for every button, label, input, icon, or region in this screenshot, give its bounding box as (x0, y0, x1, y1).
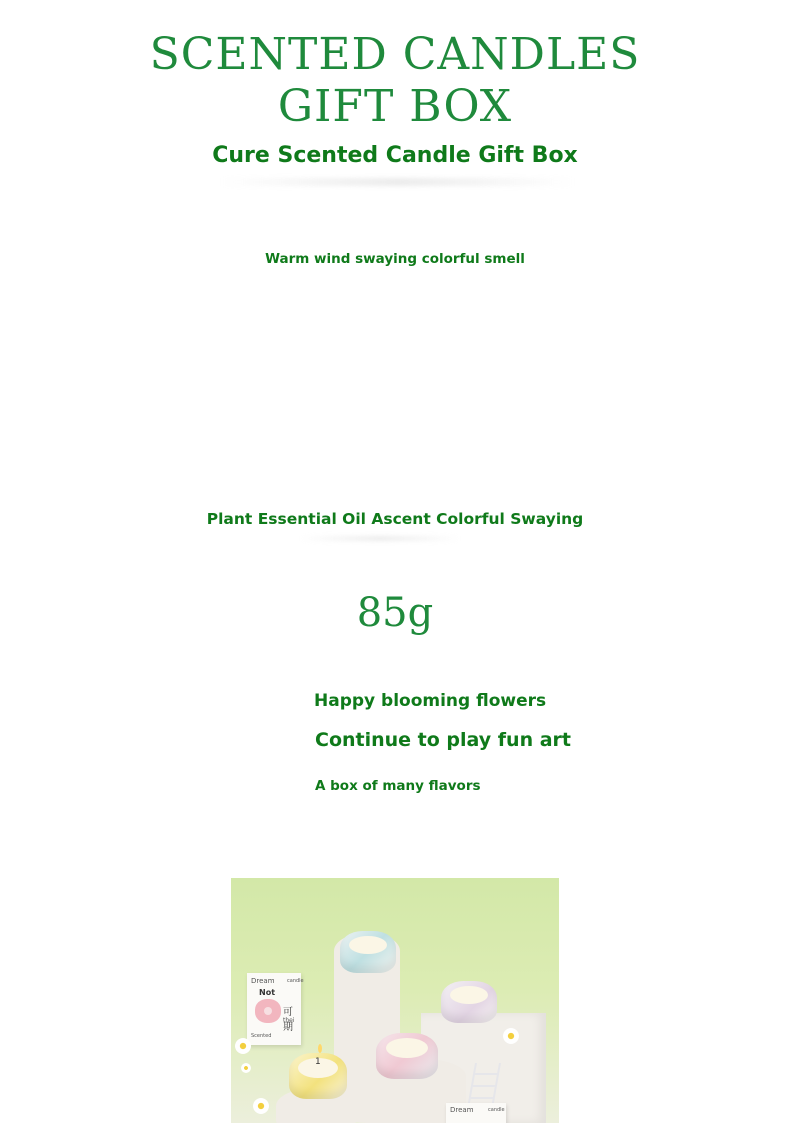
box-text-dream: Dream (450, 1106, 474, 1114)
card-text-dream: Dream (251, 977, 275, 985)
candle-blue (340, 931, 396, 973)
candle-number: 1 (315, 1057, 321, 1067)
candle-lavender (441, 981, 497, 1023)
card-text-chinese: 可期 (283, 1007, 293, 1033)
subtitle: Cure Scented Candle Gift Box (212, 143, 578, 168)
subtitle-shadow (220, 178, 575, 186)
weight-label: 85g (356, 590, 434, 636)
candle-pink (376, 1033, 438, 1079)
daisy-icon (235, 1038, 251, 1054)
product-photo (231, 878, 559, 1123)
page-title-line-1: SCENTED CANDLES (149, 29, 641, 80)
page-title-line-2: GIFT BOX (277, 81, 513, 132)
flame-icon (318, 1044, 322, 1053)
tagline-essential-oil: Plant Essential Oil Ascent Colorful Swaying (206, 510, 584, 528)
tagline-warm-wind: Warm wind swaying colorful smell (265, 251, 525, 267)
box-text-candle: candle (488, 1107, 505, 1113)
feature-blooming-flowers: Happy blooming flowers (314, 691, 547, 711)
card-text-candle: candle (287, 978, 304, 984)
gift-card (247, 973, 304, 1045)
tagline-shadow (300, 536, 460, 541)
card-text-not: Not (259, 988, 276, 997)
daisy-icon (253, 1098, 269, 1114)
feature-fun-art: Continue to play fun art (315, 729, 571, 751)
daisy-icon (503, 1028, 519, 1044)
gift-box-small (446, 1103, 506, 1123)
daisy-icon (241, 1063, 251, 1073)
flower-graphic (255, 999, 281, 1023)
feature-many-flavors: A box of many flavors (315, 778, 481, 794)
card-text-thei: thei (283, 1017, 295, 1024)
card-text-scented: Scented (251, 1033, 272, 1039)
candle-yellow (289, 1053, 347, 1099)
